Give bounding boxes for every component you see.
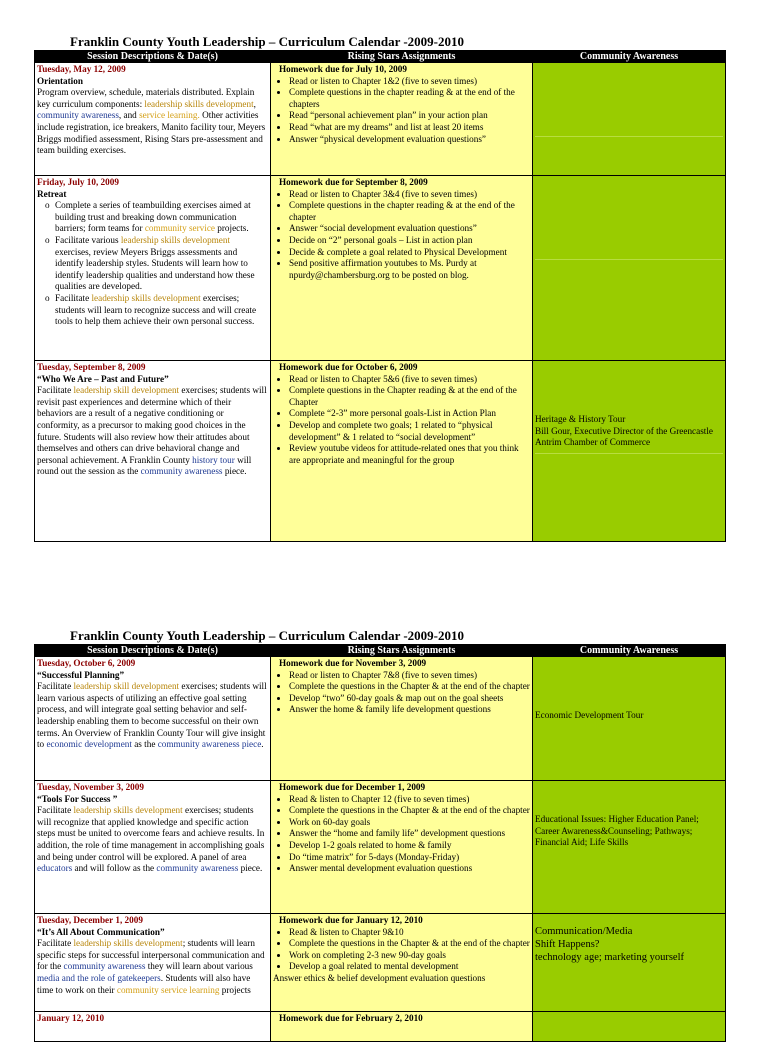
- list-item: • Answer the “home and family life” development questions: [289, 828, 530, 840]
- assignments-cell: [271, 657, 533, 781]
- community-cell: [533, 176, 726, 361]
- homework-title: Homework due for July 10, 2009: [279, 64, 407, 74]
- community-cell: [533, 361, 726, 542]
- table-row: [35, 781, 726, 914]
- list-item: • Read “personal achievement plan” in your action plan: [289, 110, 530, 122]
- list-item: o Facilitate leadership skills development exercises; students will learn to recognize success and will create tools to help them achieve their own personal success.: [45, 293, 268, 328]
- homework-list: [273, 670, 530, 716]
- homework-list: [273, 76, 530, 146]
- session-description: Program overview, schedule, materials distributed. Explain key curriculum components: leadership skills development, community awareness, and service learning. Other activities include registration, ice breakers, Manito facility tour, Meyers Briggs modified assessment, Rising Stars pre-assessment and team building exercises.: [37, 87, 266, 156]
- curriculum-link[interactable]: leadership skills development: [120, 234, 231, 245]
- curriculum-link[interactable]: community service: [144, 223, 215, 234]
- list-item: • Develop a goal related to mental development: [289, 961, 530, 973]
- homework-list: [273, 794, 530, 875]
- homework-list: [273, 927, 530, 973]
- list-item: • Develop “two” 60-day goals & map out on the goal sheets: [289, 693, 530, 705]
- community-cell: [533, 657, 726, 781]
- curriculum-link[interactable]: community awareness piece: [157, 739, 262, 750]
- assignments-cell: [271, 176, 533, 361]
- assignments-cell: [271, 63, 533, 176]
- assignments-cell: [271, 361, 533, 542]
- list-item: • Read “what are my dreams” and list at least 20 items: [289, 122, 530, 134]
- session-title: “It’s All About Communication”: [37, 926, 165, 937]
- assignments-cell: [271, 1012, 533, 1042]
- curriculum-link[interactable]: leadership skill development: [73, 681, 180, 692]
- session-cell: [35, 657, 271, 781]
- session-date: Tuesday, October 6, 2009: [37, 658, 136, 668]
- curriculum-link[interactable]: community awareness: [156, 863, 239, 874]
- homework-title: Homework due for October 6, 2009: [279, 362, 418, 372]
- table-row: [35, 176, 726, 361]
- session-cell: [35, 176, 271, 361]
- list-item: • Decide & complete a goal related to Physical Development: [289, 247, 530, 259]
- curriculum-link[interactable]: educators: [37, 863, 73, 874]
- list-item: • Decide on “2” personal goals – List in action plan: [289, 235, 530, 247]
- list-item: o Facilitate various leadership skills development exercises, review Meyers Briggs assessments and identify leadership styles. Students will learn how to identify leadership qualities and understand how these qualities are developed.: [45, 235, 268, 293]
- list-item: • Complete questions in the Chapter reading & at the end of the Chapter: [289, 385, 530, 408]
- list-item: • Do “time matrix” for 5-days (Monday-Friday): [289, 852, 530, 864]
- calendar-table: [34, 644, 726, 1042]
- list-item: • Send positive affirmation youtubes to Ms. Purdy at npurdy@chambersburg.org to be posted on blog.: [289, 258, 530, 281]
- list-item: • Answer “physical development evaluation questions”: [289, 134, 530, 146]
- assignments-cell: [271, 781, 533, 914]
- list-item: • Read or listen to Chapter 1&2 (five to seven times): [289, 76, 530, 88]
- curriculum-link[interactable]: economic development: [46, 739, 132, 750]
- table-row: [35, 361, 726, 542]
- session-cell: [35, 361, 271, 542]
- list-item: • Complete the questions in the Chapter & at the end of the chapter: [289, 681, 530, 693]
- page-title: Franklin County Youth Leadership – Curriculum Calendar -2009-2010: [70, 628, 465, 643]
- list-item: • Read or listen to Chapter 3&4 (five to seven times): [289, 189, 530, 201]
- list-item: • Complete questions in the chapter reading & at the end of the chapter: [289, 200, 530, 223]
- session-title: “Who We Are – Past and Future”: [37, 373, 169, 384]
- session-description: Facilitate leadership skills development exercises; students will recognize that applied knowledge and specific action steps must be united to overcome fears and achieve results. In addition, the role of time management in accomplishing goals and being under control will be explored. A panel of area educators and will follow as the community awareness piece.: [37, 805, 265, 874]
- homework-title: Homework due for December 1, 2009: [279, 782, 426, 792]
- session-title: Orientation: [37, 75, 83, 86]
- list-item: • Complete questions in the chapter reading & at the end of the chapters: [289, 87, 530, 110]
- session-date: Tuesday, December 1, 2009: [37, 915, 143, 925]
- community-text: Educational Issues: Higher Education Panel; Career Awareness&Counseling; Pathways; Financial Aid; Life Skills: [535, 814, 699, 848]
- list-item: • Complete the questions in the Chapter & at the end of the chapter: [289, 805, 530, 817]
- session-date: January 12, 2010: [37, 1013, 105, 1023]
- list-item: • Develop and complete two goals; 1 related to “physical development” & 1 related to “social development”: [289, 420, 530, 443]
- list-item: • Answer the home & family life development questions: [289, 704, 530, 716]
- page-title: Franklin County Youth Leadership – Curriculum Calendar -2009-2010: [70, 34, 465, 49]
- session-description: Facilitate leadership skill development exercises; students will revisit past experiences and determine which of their behaviors are a result of a negative conditioning or conformity, as a precursor to making good choices in the future. Students will also review how their attitudes about themselves and others can drive behavioral change and personal achievement. A Franklin County history tour will round out the session as the community awareness piece.: [37, 385, 267, 477]
- list-item: • Read or listen to Chapter 5&6 (five to seven times): [289, 374, 530, 386]
- list-item: • Review youtube videos for attitude-related ones that you think are appropriate and meaningful for the group: [289, 443, 530, 466]
- community-cell: [533, 781, 726, 914]
- community-text: Economic Development Tour: [535, 710, 644, 720]
- list-item: • Work on completing 2-3 new 90-day goals: [289, 950, 530, 962]
- table-row: [35, 914, 726, 1012]
- session-cell: [35, 63, 271, 176]
- curriculum-link[interactable]: community awareness: [63, 961, 146, 972]
- header-community: Community Awareness: [533, 51, 726, 63]
- curriculum-link[interactable]: leadership skill development: [73, 385, 180, 396]
- session-date: Tuesday, November 3, 2009: [37, 782, 144, 792]
- session-bullets: [37, 200, 268, 328]
- curriculum-link[interactable]: community service learning: [116, 984, 220, 995]
- session-cell: [35, 914, 271, 1012]
- session-date: Tuesday, May 12, 2009: [37, 64, 126, 74]
- list-item: • Read & listen to Chapter 9&10: [289, 927, 530, 939]
- session-date: Tuesday, September 8, 2009: [37, 362, 146, 372]
- list-item: • Develop 1-2 goals related to home & family: [289, 840, 530, 852]
- list-item: • Complete “2-3” more personal goals-List in Action Plan: [289, 408, 530, 420]
- session-description: Facilitate leadership skills development; students will learn specific steps for successful interpersonal communication and for the community awareness they will learn about various media and the role of gatekeepers. Students will also have time to work on their community service learning projects: [37, 938, 265, 995]
- assignments-cell: [271, 914, 533, 1012]
- curriculum-link[interactable]: leadership skills development: [73, 805, 183, 816]
- header-community: Community Awareness: [533, 645, 726, 657]
- calendar-table: [34, 50, 726, 542]
- curriculum-link[interactable]: service learning.: [139, 110, 200, 121]
- homework-list: [273, 374, 530, 467]
- community-text: Communication/Media Shift Happens? technology age; marketing yourself: [535, 926, 684, 963]
- session-title: Retreat: [37, 188, 67, 199]
- session-cell: [35, 781, 271, 914]
- header-assignments: Rising Stars Assignments: [271, 51, 533, 63]
- header-assignments: Rising Stars Assignments: [271, 645, 533, 657]
- session-date: Friday, July 10, 2009: [37, 177, 119, 187]
- list-item: • Answer “social development evaluation questions”: [289, 223, 530, 235]
- community-text: Heritage & History Tour Bill Gour, Executive Director of the Greencastle Antrim Chamber of Commerce: [535, 414, 713, 448]
- list-item: • Complete the questions in the Chapter & at the end of the chapter: [289, 938, 530, 950]
- table-header-row: [35, 51, 726, 63]
- table-header-row: [35, 645, 726, 657]
- session-cell: [35, 1012, 271, 1042]
- curriculum-link[interactable]: media and the role of gatekeepers: [37, 972, 161, 983]
- homework-list: [273, 189, 530, 282]
- table-row: [35, 63, 726, 176]
- homework-note: Answer ethics & belief development evaluation questions: [273, 972, 486, 983]
- session-description: Facilitate leadership skill development exercises; students will learn various aspects of utilizing an effective goal setting process, and will integrate goal setting behavior and self-leadership enabling them to become successful on their own terms. An Overview of Franklin County Tour will give insight to economic development as the community awareness piece.: [37, 681, 267, 750]
- homework-title: Homework due for February 2, 2010: [279, 1013, 423, 1023]
- curriculum-link[interactable]: leadership skills development: [144, 98, 254, 109]
- community-cell: [533, 63, 726, 176]
- list-item: o Complete a series of teambuilding exercises aimed at building trust and breaking down communication barriers; form teams for community service projects.: [45, 200, 268, 235]
- header-session: Session Descriptions & Date(s): [35, 645, 271, 657]
- list-item: • Read & listen to Chapter 12 (five to seven times): [289, 794, 530, 806]
- table-row: [35, 1012, 726, 1042]
- homework-title: Homework due for November 3, 2009: [279, 658, 427, 668]
- curriculum-link[interactable]: community awareness: [140, 466, 223, 477]
- list-item: • Work on 60-day goals: [289, 817, 530, 829]
- table-row: [35, 657, 726, 781]
- list-item: • Read or listen to Chapter 7&8 (five to seven times): [289, 670, 530, 682]
- homework-title: Homework due for January 12, 2010: [279, 915, 423, 925]
- curriculum-link[interactable]: leadership skills development: [73, 938, 183, 949]
- curriculum-link[interactable]: history tour: [192, 454, 235, 465]
- curriculum-link[interactable]: leadership skills development: [91, 292, 201, 303]
- session-title: “Successful Planning”: [37, 669, 125, 680]
- session-title: “Tools For Success ”: [37, 793, 118, 804]
- list-item: • Answer mental development evaluation questions: [289, 863, 530, 875]
- header-session: Session Descriptions & Date(s): [35, 51, 271, 63]
- curriculum-link[interactable]: community awareness: [37, 110, 119, 121]
- community-cell: [533, 914, 726, 1012]
- community-cell: [533, 1012, 726, 1042]
- homework-title: Homework due for September 8, 2009: [279, 177, 428, 187]
